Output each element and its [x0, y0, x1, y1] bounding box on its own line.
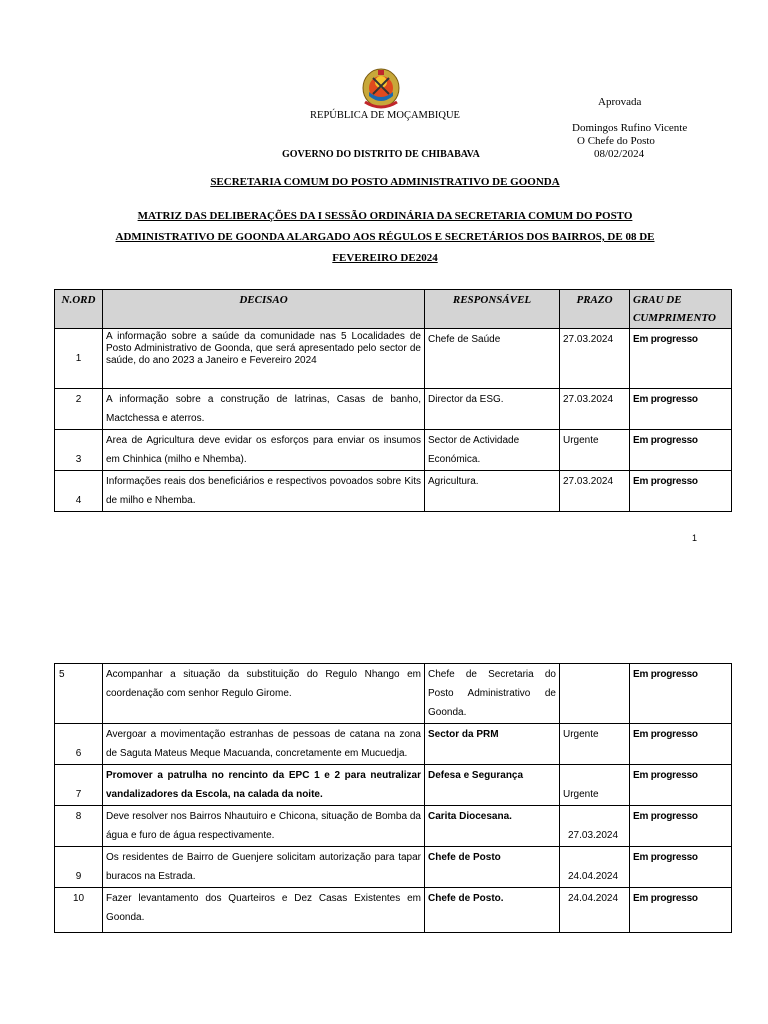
row-prazo: 27.03.2024 [560, 329, 630, 389]
table-row [55, 389, 732, 430]
row-grau: Em progresso [630, 888, 732, 933]
row-responsavel: Agricultura. [425, 471, 560, 512]
row-prazo [560, 664, 630, 724]
table-row [55, 664, 732, 724]
row-responsavel: Sector da PRM [425, 724, 560, 765]
row-grau: Em progresso [630, 430, 732, 471]
row-prazo: Urgente [560, 765, 630, 806]
row-responsavel: Chefe de Posto [425, 847, 560, 888]
row-grau: Em progresso [630, 389, 732, 430]
row-decisao: Avergoar a movimentação estranhas de pessoas de catana na zona de Saguta Mateus Meque Macuanda, concretamente em Mucuedja. [103, 724, 425, 765]
header-prazo: PRAZO [560, 290, 630, 329]
approval-date: 08/02/2024 [594, 148, 645, 160]
table-header-row [55, 290, 732, 329]
row-responsavel: Sector de Actividade Económica. [425, 430, 560, 471]
table-row [55, 724, 732, 765]
approval-status: Aprovada [598, 96, 642, 108]
row-decisao: Acompanhar a situação da substituição do Regulo Nhango em coordenação com senhor Regulo Girome. [103, 664, 425, 724]
row-decisao: Fazer levantamento dos Quarteiros e Dez Casas Existentes em Goonda. [103, 888, 425, 933]
table-row [55, 847, 732, 888]
row-nord: 3 [55, 430, 103, 471]
row-responsavel: Director da ESG. [425, 389, 560, 430]
deliberations-table-page2 [54, 663, 732, 933]
deliberations-table-page1 [54, 289, 732, 512]
row-decisao: A informação sobre a saúde da comunidade nas 5 Localidades de Posto Administrativo de Goonda, que será apresentado pelo sector de saúde, do ano 2023 a Janeiro e Fevereiro 2024 [103, 329, 425, 389]
row-grau: Em progresso [630, 471, 732, 512]
header-grau: GRAU DE CUMPRIMENTO [630, 290, 732, 329]
row-grau: Em progresso [630, 724, 732, 765]
row-grau: Em progresso [630, 765, 732, 806]
table-row [55, 888, 732, 933]
table-row [55, 430, 732, 471]
row-nord: 4 [55, 471, 103, 512]
row-grau: Em progresso [630, 329, 732, 389]
coat-of-arms-icon [361, 66, 401, 110]
row-prazo: 24.04.2024 [560, 847, 630, 888]
row-responsavel: Defesa e Segurança [425, 765, 560, 806]
row-decisao: A informação sobre a construção de latrinas, Casas de banho, Mactchessa e aterros. [103, 389, 425, 430]
secretariat-title: SECRETARIA COMUM DO POSTO ADMINISTRATIVO DE GOONDA [210, 176, 560, 188]
row-prazo: 27.03.2024 [560, 806, 630, 847]
row-decisao: Promover a patrulha no rencinto da EPC 1 e 2 para neutralizar vandalizadores da Escola, na calada da noite. [103, 765, 425, 806]
document-title: MATRIZ DAS DELIBERAÇÕES DA I SESSÃO ORDINÁRIA DA SECRETARIA COMUM DO POSTO ADMINISTRATIVO DE GOONDA ALARGADO AOS RÉGULOS E SECRETÁRIOS DOS BAIRROS, DE 08 DE FEVEREIRO DE2024 [115, 210, 655, 264]
row-nord: 6 [55, 724, 103, 765]
row-grau: Em progresso [630, 847, 732, 888]
row-decisao: Area de Agricultura deve evidar os esforços para enviar os insumos em Chinhica (milho e Nhemba). [103, 430, 425, 471]
header-nord: N.ORD [55, 290, 103, 329]
row-decisao: Os residentes de Bairro de Guenjere solicitam autorização para tapar buracos na Estrada. [103, 847, 425, 888]
republic-name: REPÚBLICA DE MOÇAMBIQUE [310, 110, 460, 121]
district-government: GOVERNO DO DISTRITO DE CHIBABAVA [282, 149, 480, 160]
row-grau: Em progresso [630, 664, 732, 724]
row-responsavel: Chefe de Posto. [425, 888, 560, 933]
row-nord: 5 [55, 664, 103, 724]
table-row [55, 329, 732, 389]
row-prazo: Urgente [560, 430, 630, 471]
approval-block [572, 96, 704, 161]
row-prazo: Urgente [560, 724, 630, 765]
page-number: 1 [692, 533, 698, 543]
header-responsavel: RESPONSÁVEL [425, 290, 560, 329]
table-row [55, 765, 732, 806]
row-responsavel: Chefe de Secretaria do Posto Administrativo de Goonda. [425, 664, 560, 724]
row-nord: 1 [55, 329, 103, 389]
row-responsavel: Chefe de Saúde [425, 329, 560, 389]
row-prazo: 27.03.2024 [560, 471, 630, 512]
row-nord: 2 [55, 389, 103, 430]
row-decisao: Deve resolver nos Bairros Nhautuiro e Chicona, situação de Bomba da água e furo de água respectivamente. [103, 806, 425, 847]
row-decisao: Informações reais dos beneficiários e respectivos povoados sobre Kits de milho e Nhemba. [103, 471, 425, 512]
row-nord: 10 [55, 888, 103, 933]
approver-name: Domingos Rufino Vicente [572, 122, 688, 134]
row-nord: 7 [55, 765, 103, 806]
header-decisao: DECISAO [103, 290, 425, 329]
table-row [55, 471, 732, 512]
row-prazo: 27.03.2024 [560, 389, 630, 430]
approver-role: O Chefe do Posto [577, 135, 655, 147]
row-prazo: 24.04.2024 [560, 888, 630, 933]
table-row [55, 806, 732, 847]
row-nord: 9 [55, 847, 103, 888]
row-responsavel: Carita Diocesana. [425, 806, 560, 847]
row-grau: Em progresso [630, 806, 732, 847]
row-nord: 8 [55, 806, 103, 847]
